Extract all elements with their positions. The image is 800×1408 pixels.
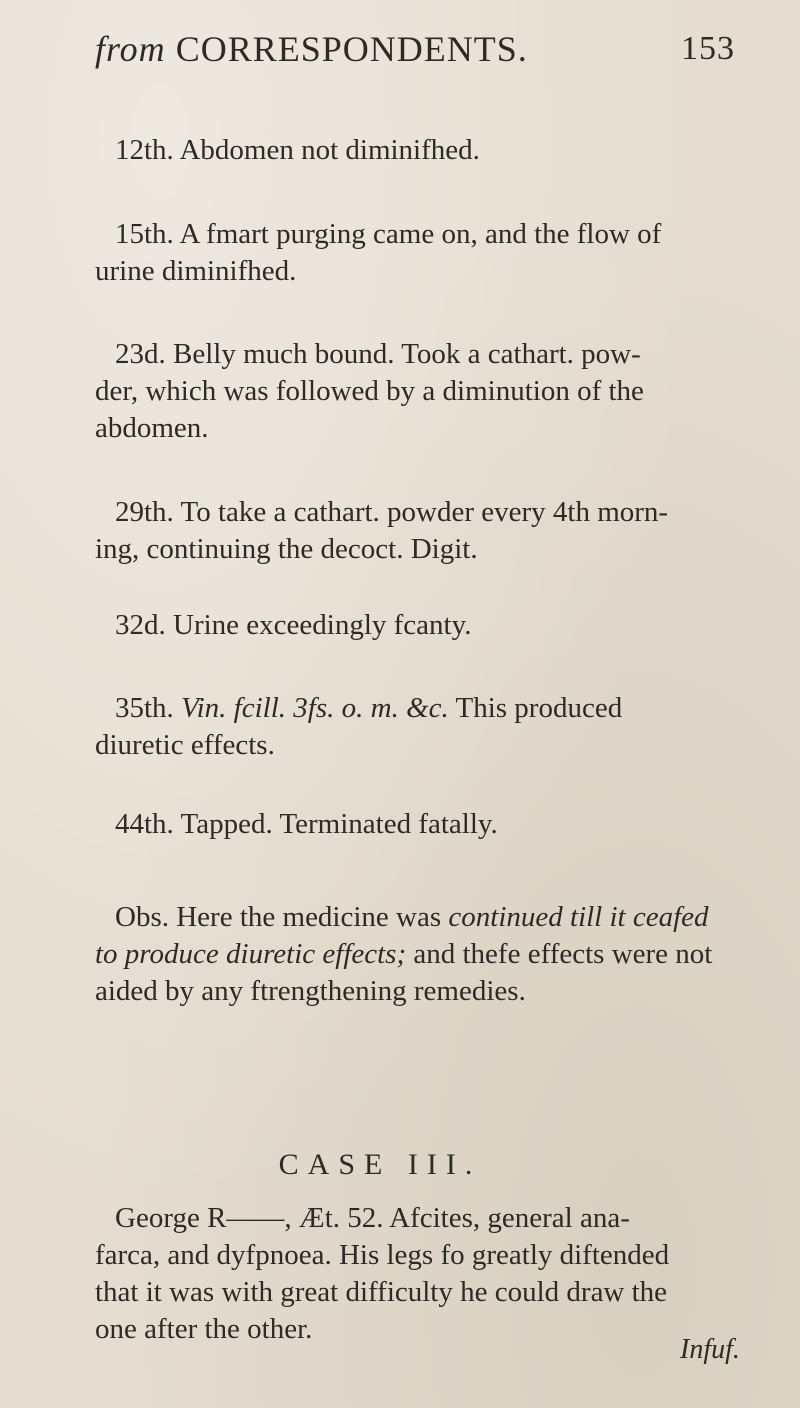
entry-text: This produced [455,692,623,724]
entry-12th [95,132,735,169]
entry-line: 15th. A fmart purging came on, and the flow of [115,218,662,250]
running-head-title: CORRESPONDENTS. [175,29,528,69]
entry-line: abdomen. [95,412,209,444]
entry-date: 35th. [115,692,174,724]
case-line: farca, and dyfpnoea. His legs fo greatly diftended [95,1239,670,1271]
observation-label: Obs. [115,901,169,933]
entry-line: 32d. Urine exceedingly fcanty. [115,609,472,641]
entry-line: urine diminifhed. [95,255,297,287]
prescription: Vin. fcill. 3fs. o. m. &c. [181,692,449,724]
observation [95,899,735,1010]
observation-italic-text: continued till it ceafed [448,901,709,933]
case-line: one after the other. [95,1313,313,1345]
case-line: George R——, Æt. 52. Afcites, general ana- [115,1202,630,1234]
entry-35th [95,690,735,764]
entry-15th [95,216,735,290]
running-head-from: from [95,29,166,69]
observation-line [95,899,735,936]
entry-line: der, which was followed by a diminution of the [95,375,644,407]
observation-line: aided by any ftrengthening remedies. [95,975,526,1007]
running-head [95,28,528,70]
entry-23d [95,336,735,447]
page-header [95,28,735,88]
page-number: 153 [681,30,735,67]
observation-line [95,936,735,973]
case-heading: CASE III. [278,1148,482,1181]
entry-line: 29th. To take a cathart. powder every 4th morn- [115,496,669,528]
entry-line: diuretic effects. [95,729,275,761]
case-line: that it was with great difficulty he could draw the [95,1276,668,1308]
entry-29th [95,494,735,568]
observation-italic-text: to produce diuretic effects; [95,938,407,970]
entry-line: 23d. Belly much bound. Took a cathart. pow- [115,338,641,370]
entry-line: 44th. Tapped. Terminated fatally. [115,808,498,840]
entry-44th [95,806,735,843]
catchword: Infuf. [680,1334,740,1365]
entry-line: ing, continuing the decoct. Digit. [95,533,478,565]
entry-line: 12th. Abdomen not diminifhed. [115,134,480,166]
entry-32d [95,607,735,644]
case-text [95,1200,735,1348]
observation-text: Here the medicine was [176,901,442,933]
observation-text: and thefe effects were not [413,938,713,970]
entry-line [95,690,735,727]
